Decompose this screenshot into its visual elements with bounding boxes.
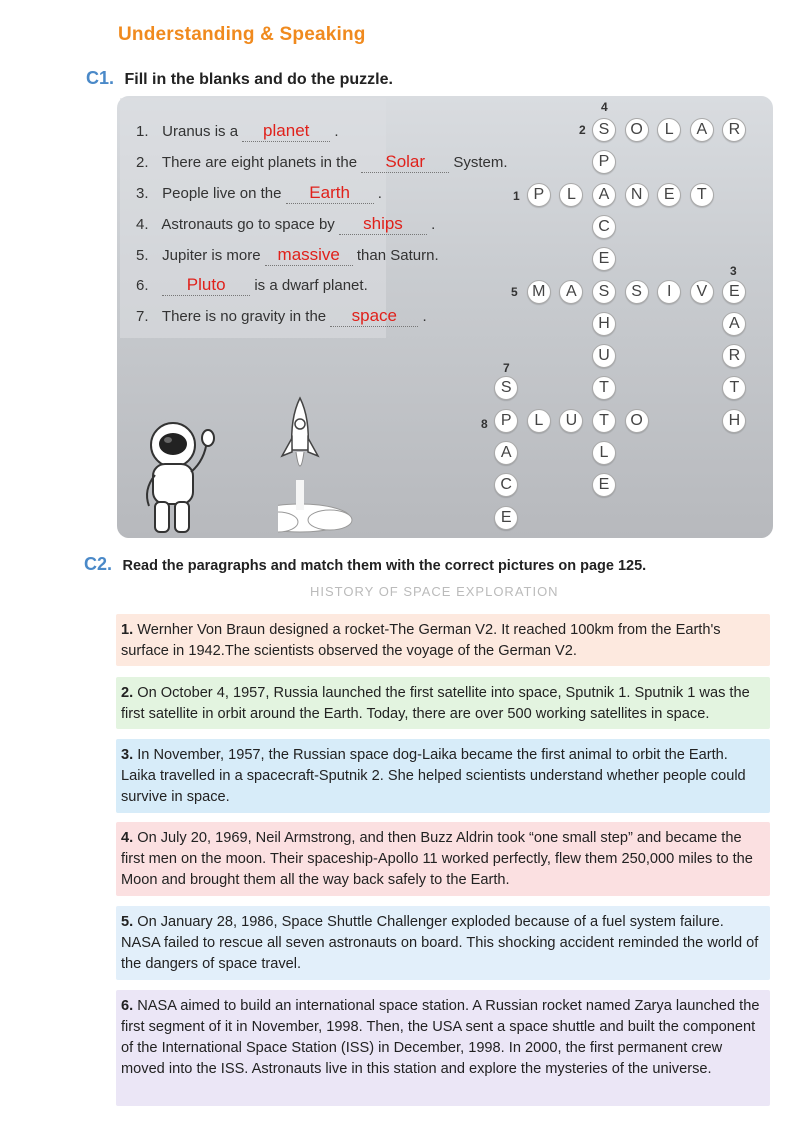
- blank[interactable]: [265, 245, 353, 266]
- crossword-cell-spaceshuttle[interactable]: T: [592, 376, 616, 400]
- crossword-cell-spaceshuttle[interactable]: C: [592, 215, 616, 239]
- crossword-cell-solar[interactable]: A: [690, 118, 714, 142]
- crossword-cell-planet[interactable]: N: [625, 183, 649, 207]
- crossword-cell-solar[interactable]: L: [657, 118, 681, 142]
- sentence-text: .: [431, 216, 436, 233]
- sentence-text: Jupiter is more: [162, 247, 261, 264]
- crossword-cell-massive[interactable]: S: [625, 280, 649, 304]
- paragraph-4: [116, 822, 770, 896]
- answer: Earth: [309, 183, 350, 202]
- crossword-cell-pluto[interactable]: O: [625, 409, 649, 433]
- crossword-cell-earth[interactable]: R: [722, 344, 746, 368]
- astronaut-illustration: [135, 420, 225, 540]
- paragraph-6: [116, 990, 770, 1106]
- answer: space: [351, 306, 398, 325]
- paragraph-1: [116, 614, 770, 666]
- c1-code: C1.: [86, 68, 115, 88]
- crossword-cell-spaceshuttle[interactable]: S: [592, 280, 616, 304]
- clue-number: 7: [503, 361, 510, 375]
- sentence-2: [136, 152, 508, 173]
- clue-number: 5: [511, 285, 518, 299]
- answer: Pluto: [186, 275, 226, 294]
- section-title: Understanding & Speaking: [118, 24, 366, 45]
- sentence-text: Uranus is a: [162, 123, 239, 140]
- blank[interactable]: [242, 121, 330, 142]
- paragraph-3: [116, 739, 770, 813]
- clue-number: 1: [513, 189, 520, 203]
- sentence-text: than Saturn.: [356, 247, 439, 264]
- crossword-cell-massive[interactable]: E: [722, 280, 746, 304]
- crossword-cell-massive[interactable]: M: [527, 280, 551, 304]
- crossword-cell-spaceshuttle[interactable]: E: [592, 247, 616, 271]
- crossword-cell-massive[interactable]: V: [690, 280, 714, 304]
- c1-instruction: Fill in the blanks and do the puzzle.: [124, 71, 393, 88]
- paragraph-number: 6.: [121, 998, 134, 1014]
- clue-number: 8: [481, 417, 488, 431]
- crossword-cell-planet[interactable]: E: [657, 183, 681, 207]
- clue-number: 2: [579, 123, 586, 137]
- blank[interactable]: [339, 214, 427, 235]
- paragraph-text: Wernher Von Braun designed a rocket-The German V2. It reached 100km from the Earth's surface in 1942.The scientists observed the voyage of the German V2.: [121, 622, 721, 659]
- crossword-cell-spaceshuttle[interactable]: A: [592, 183, 616, 207]
- sentence-6: [136, 275, 368, 296]
- sentence-text: System.: [453, 154, 508, 171]
- crossword-cell-solar[interactable]: R: [722, 118, 746, 142]
- crossword-cell-space[interactable]: A: [494, 441, 518, 465]
- crossword-cell-earth[interactable]: T: [722, 376, 746, 400]
- crossword-cell-massive[interactable]: I: [657, 280, 681, 304]
- crossword-cell-planet[interactable]: L: [559, 183, 583, 207]
- crossword-cell-massive[interactable]: A: [559, 280, 583, 304]
- crossword-cell-spaceshuttle[interactable]: U: [592, 344, 616, 368]
- sentence-3: [136, 183, 382, 204]
- paragraph-text: NASA aimed to build an international space station. A Russian rocket named Zarya launched the first segment of it in November, 1998. Then, the USA sent a space shuttle and built the component of the International Space Station (ISS) in December, 1998. In 2000, the first permanent crew moved into the ISS. Astronauts live in this station and explore the mysteries of the universe.: [121, 998, 760, 1077]
- paragraph-text: On October 4, 1957, Russia launched the first satellite into space, Sputnik 1. Sputnik 1 was the first satellite in orbit around the Earth. Today, there are over 500 working satellites in space.: [121, 685, 750, 722]
- blank[interactable]: [162, 275, 250, 296]
- crossword-cell-earth[interactable]: H: [722, 409, 746, 433]
- paragraph-2: [116, 677, 770, 729]
- crossword-cell-pluto[interactable]: U: [559, 409, 583, 433]
- c1-heading: [86, 68, 393, 89]
- blank[interactable]: [330, 306, 418, 327]
- crossword-cell-pluto[interactable]: L: [527, 409, 551, 433]
- crossword-cell-space[interactable]: P: [494, 409, 518, 433]
- sentence-4: [136, 214, 435, 235]
- sentence-text: .: [422, 308, 427, 325]
- sentence-number: 2.: [136, 154, 149, 171]
- paragraph-5: [116, 906, 770, 980]
- sentence-text: People live on the: [162, 185, 282, 202]
- answer: massive: [277, 245, 340, 264]
- sentence-text: is a dwarf planet.: [254, 277, 368, 294]
- crossword-cell-space[interactable]: C: [494, 473, 518, 497]
- crossword-cell-solar[interactable]: O: [625, 118, 649, 142]
- crossword-cell-planet[interactable]: T: [690, 183, 714, 207]
- crossword-cell-spaceshuttle[interactable]: H: [592, 312, 616, 336]
- sentence-1: [136, 121, 339, 142]
- crossword-cell-earth[interactable]: A: [722, 312, 746, 336]
- crossword-cell-spaceshuttle[interactable]: T: [592, 409, 616, 433]
- faded-section-title: HISTORY OF SPACE EXPLORATION: [310, 584, 559, 599]
- crossword-cell-spaceshuttle[interactable]: L: [592, 441, 616, 465]
- crossword-cell-space[interactable]: S: [494, 376, 518, 400]
- answer: planet: [263, 121, 310, 140]
- crossword-cell-solar[interactable]: S: [592, 118, 616, 142]
- blank[interactable]: [286, 183, 374, 204]
- sentence-number: 6.: [136, 277, 149, 294]
- sentence-text: There is no gravity in the: [161, 308, 327, 325]
- sentence-number: 1.: [136, 123, 149, 140]
- crossword-cell-spaceshuttle[interactable]: P: [592, 150, 616, 174]
- sentence-text: .: [377, 185, 382, 202]
- sentence-text: There are eight planets in the: [161, 154, 358, 171]
- paragraph-number: 4.: [121, 830, 134, 846]
- clue-number: 4: [601, 100, 608, 114]
- paragraph-text: On July 20, 1969, Neil Armstrong, and then Buzz Aldrin took “one small step” and became the first men on the moon. Their spaceship-Apollo 11 worked perfectly, flew them 250,000 miles to the Moon and brought them all the way back safely to the Earth.: [121, 830, 753, 888]
- rocket-illustration: [278, 390, 398, 540]
- sentence-5: [136, 245, 439, 266]
- sentence-7: [136, 306, 427, 327]
- paragraph-text: In November, 1957, the Russian space dog-Laika became the first animal to orbit the Earth. Laika travelled in a spacecraft-Sputnik 2. She helped scientists understand whether people could survive in space.: [121, 747, 746, 805]
- blank[interactable]: [361, 152, 449, 173]
- sentence-text: Astronauts go to space by: [161, 216, 335, 233]
- paragraph-number: 5.: [121, 914, 134, 930]
- sentence-number: 3.: [136, 185, 149, 202]
- c2-code: C2.: [84, 554, 113, 574]
- crossword-cell-planet[interactable]: P: [527, 183, 551, 207]
- paragraph-number: 3.: [121, 747, 134, 763]
- paragraph-number: 1.: [121, 622, 134, 638]
- paragraph-text: On January 28, 1986, Space Shuttle Challenger exploded because of a fuel system failure. NASA failed to rescue all seven astronauts on board. This shocking accident reminded the world of the dangers of space travel.: [121, 914, 759, 972]
- crossword-cell-spaceshuttle[interactable]: E: [592, 473, 616, 497]
- c2-heading: [84, 554, 646, 575]
- sentence-number: 4.: [136, 216, 149, 233]
- paragraph-number: 2.: [121, 685, 134, 701]
- sentence-number: 5.: [136, 247, 149, 264]
- answer: ships: [363, 214, 403, 233]
- c2-instruction: Read the paragraphs and match them with the correct pictures on page 125.: [122, 558, 647, 574]
- crossword-cell-space[interactable]: E: [494, 506, 518, 530]
- clue-number: 3: [730, 264, 737, 278]
- sentence-text: .: [334, 123, 339, 140]
- sentence-number: 7.: [136, 308, 149, 325]
- answer: Solar: [385, 152, 426, 171]
